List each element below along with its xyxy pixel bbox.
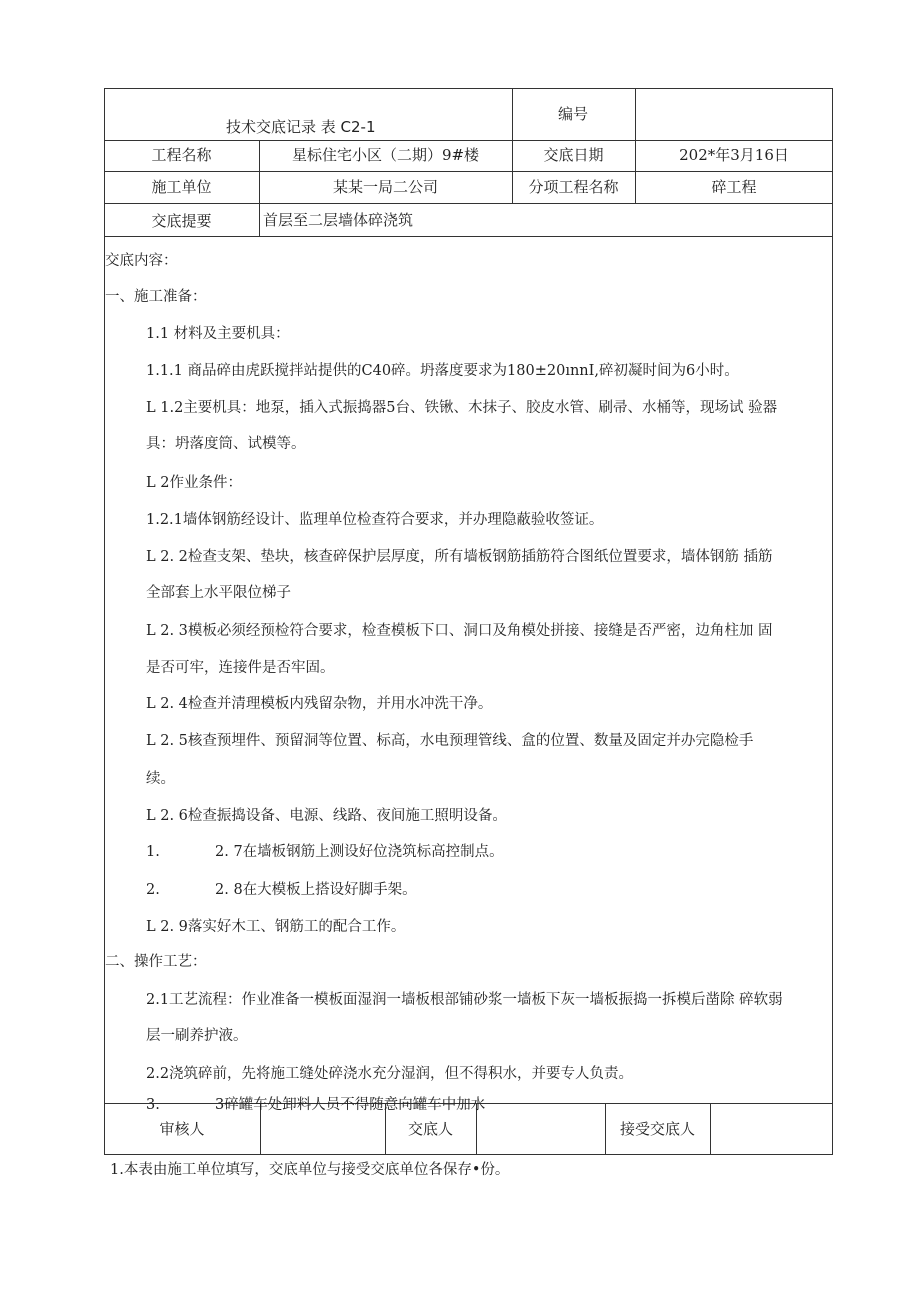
reviewer-label: 审核人 [159, 1120, 205, 1138]
disclosure-content [105, 237, 832, 1113]
content-line: L 2. 2检查支架、垫块，核查碎保护层厚度，所有墙板钢筋插筋符合图纸位置要求，墙体钢筋 插筋 [146, 549, 773, 565]
content-line: L 1.2主要机具：地泵，插入式振捣器5台、铁锹、木抹子、胶皮水管、刷帚、水桶等，现场试 验器 [146, 400, 778, 416]
project-name-label: 工程名称 [151, 146, 212, 164]
disclosure-date-label: 交底日期 [543, 146, 604, 164]
disclosure-date-value: 202*年3月16日 [679, 146, 789, 164]
content-line: L 2. 5核查预埋件、预留洞等位置、标高，水电预理管线、盒的位置、数量及固定并办完隐检手 [146, 733, 754, 749]
content-line: L 2. 4检查并清理模板内残留杂物，并用水冲洗干净。 [146, 696, 493, 712]
content-line: 层一刷养护液。 [146, 1028, 248, 1044]
footer-note: 1.本表由施工单位填写，交底单位与接受交底单位各保存•份。 [110, 1162, 510, 1178]
content-line: 2.2浇筑碎前，先将施工缝处碎浇水充分湿润，但不得积水，并要专人负责。 [146, 1066, 634, 1082]
content-line: 具：坍落度筒、试模等。 [146, 436, 306, 452]
content-line: 续。 [146, 771, 175, 787]
content-line: L 2作业条件： [146, 475, 242, 491]
content-line: 交底内容： [105, 253, 178, 269]
subproject-name-label: 分项工程名称 [528, 178, 619, 196]
content-line: 全部套上水平限位梯子 [146, 585, 291, 601]
row-divider [104, 140, 833, 141]
content-line: 1.1.1 商品碎由虎跃搅拌站提供的C40碎。坍落度要求为180±20ınnI,碎初凝时间为6小时。 [146, 363, 739, 379]
summary-label: 交底提要 [151, 212, 212, 230]
col-divider [710, 1103, 711, 1155]
content-line: 1. [146, 844, 160, 860]
receiver-label: 接受交底人 [619, 1120, 695, 1138]
form-title: 技术交底记录 表 C2-1 [226, 118, 376, 136]
row-divider [104, 171, 833, 172]
content-line: 是否可牢，连接件是否牢固。 [146, 660, 335, 676]
content-line: 一、施工准备： [105, 289, 207, 305]
number-label: 编号 [558, 105, 589, 123]
content-line: 2.1工艺流程：作业准备一模板面湿润一墙板根部铺砂浆一墙板下灰一墙板振捣一拆模后凿除 碎软弱 [146, 992, 783, 1008]
row-divider [104, 203, 833, 204]
content-line: 1.1 材料及主要机具： [146, 326, 290, 342]
content-line: 二、操作工艺： [105, 954, 207, 970]
content-line: L 2. 3模板必须经预检符合要求，检查模板下口、洞口及角模处拼接、接缝是否严密，边角柱加 固 [146, 623, 773, 639]
content-line: 2. 7在墙板钢筋上测设好位浇筑标高控制点。 [215, 844, 504, 860]
project-name-value: 星标住宅小区（二期）9#楼 [291, 146, 480, 164]
content-line: 2. 8在大模板上搭设好脚手架。 [215, 882, 417, 898]
content-line: L 2. 6检查振捣设备、电源、线路、夜间施工照明设备。 [146, 808, 507, 824]
subproject-name-value: 碎工程 [711, 178, 757, 196]
construction-unit-value: 某某一局二公司 [332, 178, 438, 196]
content-line: L 2. 9落实好木工、钢筋工的配合工作。 [146, 919, 406, 935]
summary-value: 首层至二层墙体碎浇筑 [263, 211, 414, 229]
content-line: 3. [146, 1097, 160, 1113]
content-line: 3碎罐车处卸料人员不得随意向罐车中加水 [215, 1097, 486, 1113]
content-line: 1.2.1墙体钢筋经设计、监理单位检查符合要求，并办理隐蔽验收签证。 [146, 512, 604, 528]
construction-unit-label: 施工单位 [151, 178, 212, 196]
content-line: 2. [146, 882, 160, 898]
discloser-label: 交底人 [407, 1120, 453, 1138]
